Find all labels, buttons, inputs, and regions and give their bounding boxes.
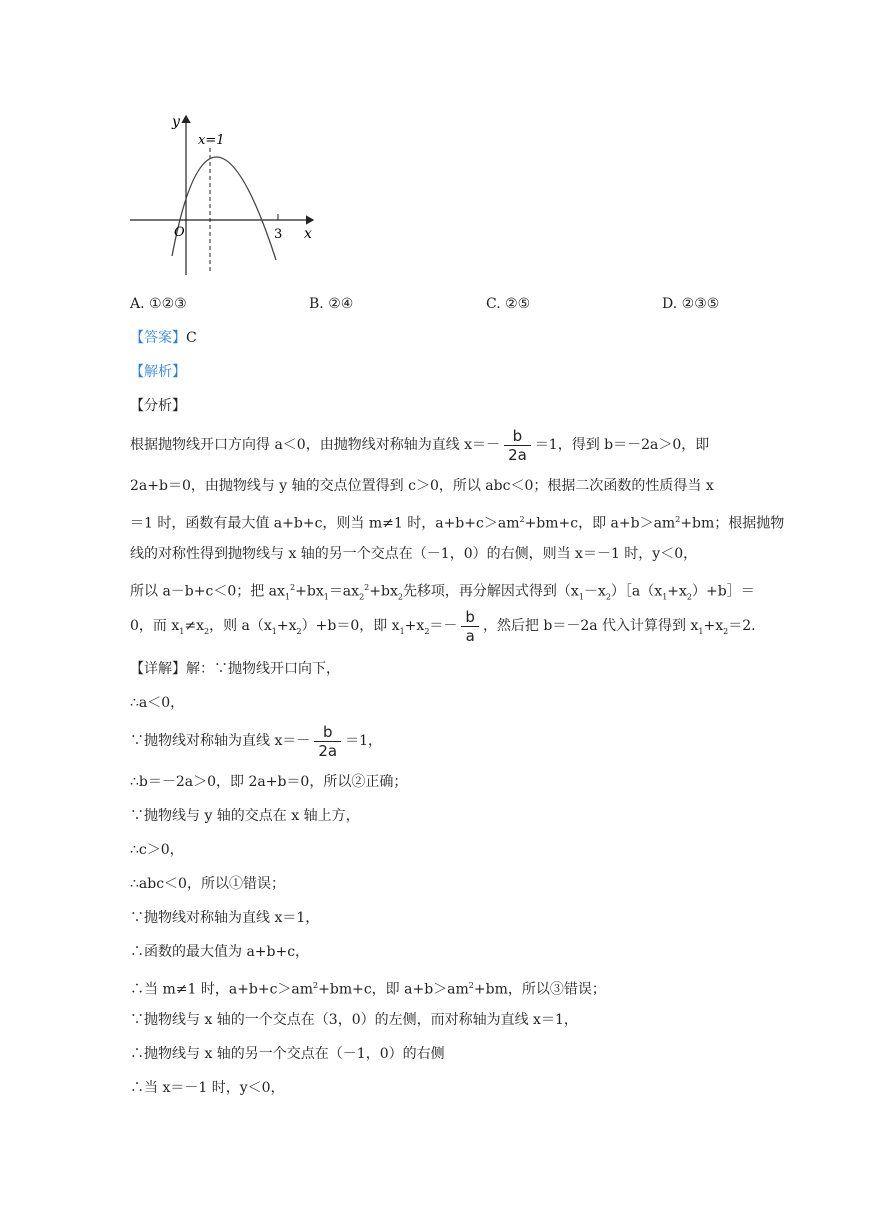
detail-line-10: ∴当 m≠1 时，$a+b+c>am^2+bm+c$，即 $a+b>am^2+bm$，所以③错误； [130, 981, 606, 998]
y-label: y [172, 114, 180, 130]
option-a: A. ①②③ [130, 296, 187, 312]
detail-line-2: ∴a＜0， [130, 695, 185, 711]
fenxi-tag: 【分析】 [130, 398, 186, 414]
answer-line [130, 328, 197, 348]
fraction: $\frac{b}{a}$ [461, 608, 479, 645]
analysis-tag: 【解析】 [130, 364, 186, 380]
symmetry-label: x=1 [198, 133, 225, 148]
fenxi-line-6: 0，而 $x_1\ne x_2$，则 $a(x_1+x_2)+b=0$，即 $x_1+x_2=-$ $\frac{b}{a}$ ，然后把 b＝－2a 代入计算得到 $x_1+x_2=2$. [130, 607, 756, 645]
parabola-figure [128, 110, 328, 280]
detail-line-11: ∵抛物线与 x 轴的一个交点在（3，0）的左侧，而对称轴为直线 x＝1， [130, 1012, 578, 1028]
root-label: 3 [274, 227, 283, 242]
option-d: D. ②③⑤ [662, 296, 720, 312]
fraction: $\frac{b}{2a}$ [314, 723, 341, 760]
detail-tag: 【详解】 [130, 661, 186, 677]
option-b: B. ②④ [309, 296, 354, 312]
origin-label: O [174, 225, 185, 240]
detail-line-4: ∴b＝－2a＞0，即 2a+b＝0，所以②正确； [130, 774, 408, 790]
fenxi-line-1: 根据抛物线开口方向得 a＜0，由抛物线对称轴为直线 x＝－ $\frac{b}{2a}$ ＝1，得到 b＝－2a＞0，即 [130, 426, 710, 464]
detail-line-7: ∴abc＜0，所以①错误； [130, 876, 285, 892]
x-label: x [304, 226, 312, 242]
answer-value: C [186, 330, 197, 346]
fenxi-line-3: ＝1 时，函数有最大值 a+b+c，则当 m≠1 时，$a+b+c>am^2+bm+c$，即 $a+b>am^2+bm$；根据抛物 [130, 515, 785, 532]
fenxi-line-4: 线的对称性得到抛物线与 x 轴的另一个交点在（－1，0）的右侧，则当 x＝－1 时，y＜0， [130, 546, 698, 562]
parabola-curve [172, 157, 276, 260]
option-c: C. ②⑤ [486, 296, 531, 312]
fenxi-line-2: 2a+b＝0，由抛物线与 y 轴的交点位置得到 c＞0，所以 abc＜0；根据二次函数的性质得当 x [130, 478, 714, 494]
detail-line-1: 【详解】解：∵抛物线开口向下， [130, 661, 340, 677]
fraction: $\frac{b}{2a}$ [504, 427, 531, 464]
answer-tag: 【答案】 [130, 330, 186, 346]
detail-line-3: ∵抛物线对称轴为直线 x＝－ $\frac{b}{2a}$ ＝1， [130, 722, 383, 760]
detail-line-9: ∴函数的最大值为 a+b+c， [130, 944, 310, 960]
detail-line-13: ∴当 x＝－1 时，y＜0， [130, 1080, 285, 1096]
fenxi-line-5: 所以 a－b+c＜0；把 $ax_1^2+bx_1=ax_2^2+bx_2$先移项，再分解因式得到$(x_1-x_2)[a(x_1+x_2)+b]=$ [130, 583, 755, 602]
detail-line-12: ∴抛物线与 x 轴的另一个交点在（－1，0）的右侧 [130, 1046, 445, 1062]
detail-line-8: ∵抛物线对称轴为直线 x＝1， [130, 910, 320, 926]
detail-line-5: ∵抛物线与 y 轴的交点在 x 轴上方， [130, 808, 360, 824]
detail-line-6: ∴c＞0， [130, 842, 184, 858]
